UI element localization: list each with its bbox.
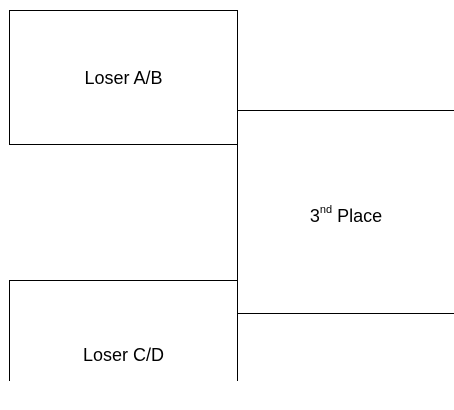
third-place-label xyxy=(238,205,454,227)
top-box-top-border xyxy=(9,10,238,11)
place-ordinal-suffix: nd xyxy=(319,204,333,216)
top-seed-label: Loser A/B xyxy=(84,68,163,88)
bottom-box-top-border xyxy=(9,280,238,281)
final-bottom-border xyxy=(237,313,454,314)
bottom-seed-label: Loser C/D xyxy=(82,345,165,365)
final-top-border xyxy=(237,110,454,111)
top-box-bottom-border xyxy=(9,144,238,145)
place-number: 3 xyxy=(309,206,320,226)
bracket-connector xyxy=(237,10,238,381)
place-word: Place xyxy=(337,206,383,226)
